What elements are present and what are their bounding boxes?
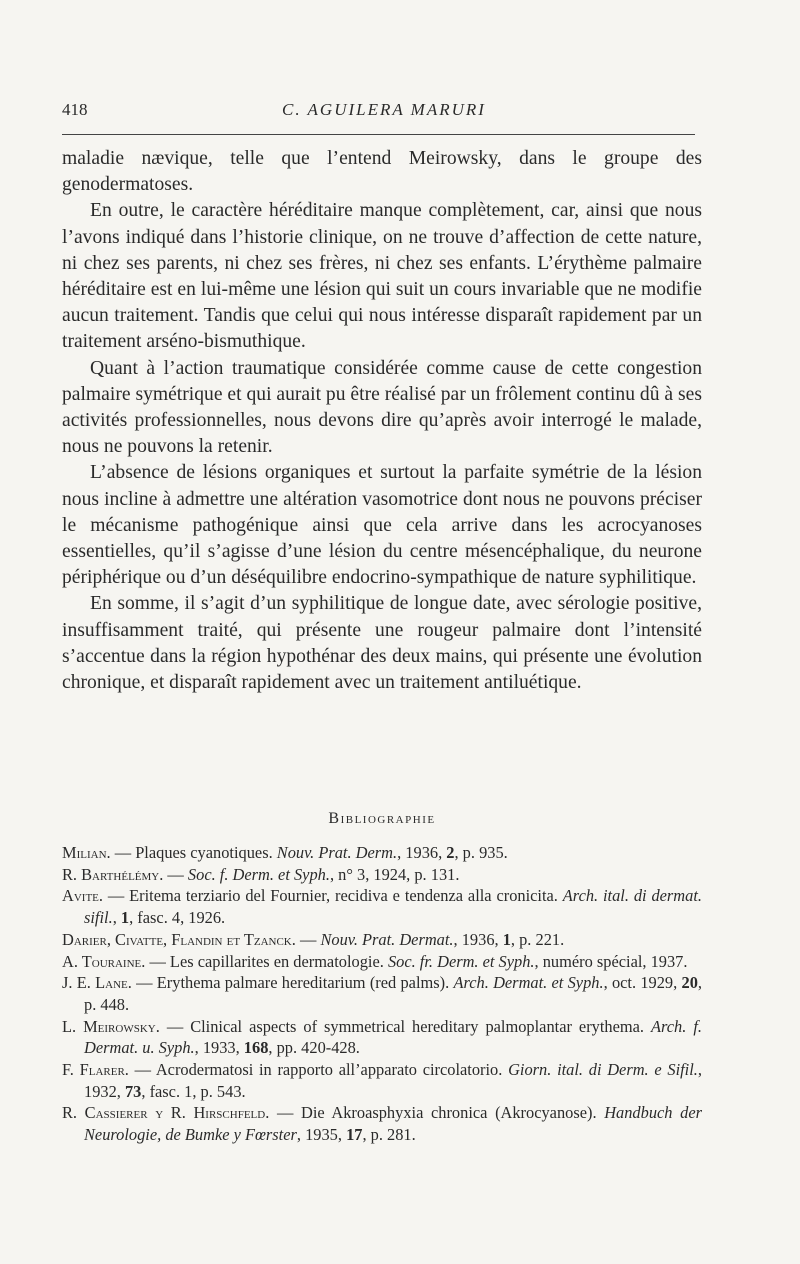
- entry-volume: 1: [120, 908, 130, 928]
- paragraph: En somme, il s’agit d’un syphilitique de longue date, avec sérologie positive, insuffisamment traité, qui présente une rougeur palmaire dont l’intensité s’accentue dans la région hypothénar des deux mains, qui présente une évolution chronique, et disparaît rapidement avec un traitement antiluétique.: [62, 593, 702, 694]
- bibliography-entry: [62, 972, 702, 1015]
- running-title: C. AGUILERA MARURI: [282, 100, 486, 119]
- entry-author: A. Touraine.: [62, 951, 146, 971]
- entry-text: — Clinical aspects of symmetrical hereditary palmoplantar erythema.: [159, 1016, 651, 1036]
- bibliography-entry: [62, 1059, 702, 1102]
- entry-author: R. Cassierer y R. Hirschfeld.: [62, 1103, 270, 1123]
- entry-text: — Die Akroasphyxia chronica (Akrocyanose).: [269, 1103, 605, 1123]
- entry-volume: 17: [346, 1125, 363, 1145]
- bibliography-heading: Bibliographie: [328, 810, 436, 827]
- bibliography-entry: [62, 1102, 702, 1145]
- entry-author: Darier, Civatte, Flandin et Tzanck.: [62, 929, 296, 949]
- entry-journal: Soc. fr. Derm. et Syph.: [387, 951, 535, 971]
- entry-author: J. E. Lane.: [62, 973, 132, 993]
- paragraph: L’absence de lésions organiques et surtout la parfaite symétrie de la lésion nous incline à admettre une altération vasomotrice dont nous ne pouvons préciser le mécanisme pathogénique ainsi que cela arrive dans les acrocyanoses essentielles, qu’il s’agisse d’une lésion du centre mésencéphalique, du neurone périphérique ou d’un déséquilibre endocrino-sympathique de nature syphilitique.: [62, 462, 702, 589]
- entry-journal: Handbuch der Neurologie, de Bumke y Fœrster: [84, 1103, 702, 1145]
- entry-ref: , 1935,: [296, 1125, 347, 1145]
- entry-journal: Nouv. Prat. Dermat.: [320, 929, 454, 949]
- entry-ref: , pp. 420-428.: [268, 1038, 360, 1058]
- bibliography-entry: [62, 864, 702, 886]
- bibliography-entry: [62, 951, 702, 973]
- entry-ref: , p. 281.: [362, 1125, 416, 1145]
- entry-journal: Arch. Dermat. et Syph.: [453, 973, 604, 993]
- entry-journal: Giorn. ital. di Derm. e Sifil.: [508, 1060, 698, 1080]
- entry-volume: 168: [243, 1038, 269, 1058]
- entry-ref: , numéro spécial, 1937.: [534, 951, 688, 971]
- entry-author: Avite.: [62, 886, 103, 906]
- entry-volume: 2: [446, 843, 455, 862]
- entry-author: L. Meirowsky.: [62, 1016, 160, 1036]
- entry-text: —: [295, 929, 321, 949]
- entry-ref: , fasc. 1, p. 543.: [141, 1081, 246, 1101]
- page-number: 418: [62, 100, 88, 119]
- entry-ref: , p. 221.: [510, 929, 565, 949]
- entry-ref: , 1936,: [453, 929, 503, 949]
- entry-ref: , p. 935.: [454, 843, 508, 862]
- entry-journal: Nouv. Prat. Derm.: [276, 843, 398, 862]
- entry-author: F. Flarer.: [62, 1060, 129, 1080]
- bibliography-entry: [62, 1016, 702, 1059]
- entry-ref: , oct. 1929,: [603, 973, 682, 993]
- bibliography-entry: [62, 842, 702, 864]
- entry-text: — Les capillarites en dermatologie.: [145, 951, 388, 971]
- paragraph: Quant à l’action traumatique considérée comme cause de cette congestion palmaire symétrique et qui aurait pu être réalisé par un frôlement continu dû à ses activités professionnelles, nous devons dire qu’après avoir interrogé le malade, nous ne pouvons la retenir.: [62, 357, 702, 458]
- entry-journal: Arch. f. Dermat. u. Syph.: [84, 1016, 702, 1058]
- entry-author: Milian.: [62, 843, 111, 862]
- entry-volume: 1: [502, 929, 511, 949]
- bibliography-entry: [62, 885, 702, 928]
- entry-journal: Soc. f. Derm. et Syph.: [187, 864, 330, 884]
- body-text: [62, 146, 702, 696]
- entry-ref: , 1933,: [194, 1038, 244, 1058]
- bibliography-list: [62, 842, 702, 1146]
- paragraph: En outre, le caractère héréditaire manque complètement, car, ainsi que nous l’avons indiqué dans l’historie clinique, on ne trouve d’affection de cette nature, ni chez ses parents, ni chez ses frères, ni chez ses enfants. L’érythème palmaire héréditaire est en lui-même une lésion qui suit un cours invariable que ne modifie aucun traitement. Tandis que celui qui nous intéresse disparaît rapidement par un traitement arséno-bismuthique.: [62, 200, 702, 353]
- entry-text: — Erythema palmare hereditarium (red palms).: [131, 973, 454, 993]
- entry-text: — Eritema terziario del Fournier, recidiva e tendenza alla cronicita.: [102, 886, 563, 906]
- running-head: [62, 100, 694, 124]
- entry-volume: 20: [681, 973, 698, 993]
- entry-text: —: [163, 864, 188, 884]
- entry-journal: Arch. ital. di dermat. sifil.: [84, 886, 702, 928]
- entry-text: — Plaques cyanotiques.: [110, 843, 277, 862]
- entry-ref: , p. 448.: [84, 973, 702, 1014]
- entry-ref: , 1932,: [84, 1060, 702, 1101]
- entry-author: R. Barthélémy.: [62, 864, 164, 884]
- paragraph: maladie nævique, telle que l’entend Meirowsky, dans le groupe des genodermatoses.: [62, 148, 702, 196]
- entry-ref: ,: [112, 908, 121, 928]
- entry-ref: , 1936,: [397, 843, 447, 862]
- entry-ref: , fasc. 4, 1926.: [129, 908, 226, 928]
- header-rule: [62, 134, 695, 135]
- entry-ref: , n° 3, 1924, p. 131.: [329, 864, 460, 884]
- entry-volume: 73: [124, 1081, 142, 1101]
- entry-text: — Acrodermatosi in rapporto all’apparato circolatorio.: [128, 1060, 509, 1080]
- bibliography-entry: [62, 929, 702, 951]
